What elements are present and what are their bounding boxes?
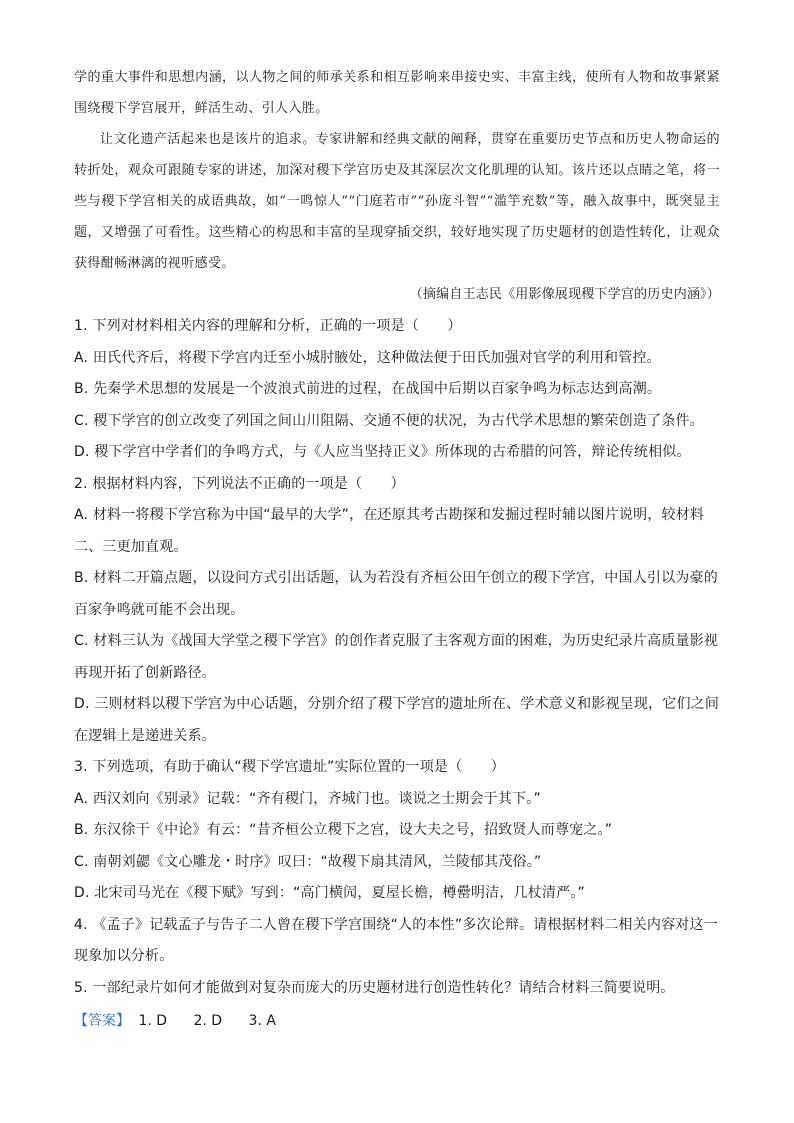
question-1-option-c: C. 稷下学宫的创立改变了列国之间山川阻隔、交通不便的状况，为古代学术思想的繁荣创造了条件。 [74,412,704,429]
question-3 [74,752,720,910]
answer-item-1: 1. D [138,1013,168,1029]
passage-paragraph-1: 学的重大事件和思想内涵，以人物之间的师承关系和相互影响来串接史实、丰富主线，使所有人物和故事紧紧围绕稷下学宫展开，鲜活生动、引人入胜。 [74,70,720,116]
question-4-line2: 现象加以分析。 [74,948,174,964]
question-4-line1: 4. 《孟子》记载孟子与告子二人曾在稷下学宫围绕“人的本性”多次论辩。请根据材料二相关内容对这一 [74,916,718,933]
reading-passage [74,62,720,310]
answer-label: 【答案】 [74,1013,130,1029]
question-3-stem: 3. 下列选项，有助于确认“稷下学宫遗址”实际位置的一项是（ ） [74,759,505,775]
questions-section [74,311,720,1004]
question-1-option-a: A. 田氏代齐后，将稷下学宫内迁至小城肘腋处，这种做法便于田氏加强对官学的利用和管控。 [74,349,661,366]
passage-paragraph-2: 让文化遗产活起来也是该片的追求。专家讲解和经典文献的阐释，贯穿在重要历史节点和历史人物命运的转折处，观众可跟随专家的讲述，加深对稷下学宫历史及其深层次文化肌理的认知。该片还以点睛之笔，将一些与稷下学宫相关的成语典故，如“一鸣惊人”“门庭若市”“孙庞斗智”“滥竽充数”等，融入故事中，既突显主题，又增强了可看性。这些精心的构思和丰富的呈现穿插交织，较好地实现了历史题材的创造性转化，让观众获得酣畅淋漓的视听感受。 [74,132,720,271]
question-2 [74,469,720,753]
question-2-option-c-line1: C. 材料三认为《战国大学堂之稷下学宫》的创作者克服了主客观方面的困难，为历史纪录片高质量影视 [74,633,719,649]
question-2-option-b-line2: 百家争鸣就可能不会出现。 [74,601,245,618]
answer-key [74,1006,720,1038]
question-3-option-a: A. 西汉刘向《别录》记载：“齐有稷门，齐城门也。谈说之士期会于其下。” [74,790,541,807]
answer-item-3: 3. A [248,1013,276,1029]
question-2-option-d-line2: 在逻辑上是递进关系。 [74,727,216,744]
question-2-stem: 2. 根据材料内容，下列说法不正确的一项是（ ） [74,475,405,492]
question-2-option-d-line1: D. 三则材料以稷下学宫为中心话题，分别介绍了稷下学宫的遗址所在、学术意义和影视呈现，它们之间 [74,696,720,712]
document-page [74,62,720,1038]
question-3-option-b: B. 东汉徐干《中论》有云：“昔齐桓公立稷下之宫，设大夫之号，招致贤人而尊宠之。” [74,822,613,838]
question-2-option-b-line1: B. 材料二开篇点题，以设问方式引出话题，认为若没有齐桓公田午创立的稷下学宫，中国人引以为豪的 [74,570,718,586]
question-2-option-a-line1: A. 材料一将稷下学宫称为中国“最早的大学”，在还原其考古勘探和发掘过程时辅以图片说明，较材料 [74,507,705,523]
question-4 [74,910,720,973]
question-3-option-c: C. 南朝刘勰《文心雕龙・时序》叹曰：“故稷下扇其清风，兰陵郁其茂俗。” [74,853,542,870]
question-1 [74,311,720,469]
passage-source-citation: （摘编自王志民《用影像展现稷下学宫的历史内涵》） [409,287,720,302]
question-5 [74,973,720,1005]
question-1-option-d: D. 稷下学宫中学者们的争鸣方式，与《人应当坚持正义》所体现的古希腊的问答，辩论传统相似。 [74,444,691,460]
question-3-option-d: D. 北宋司马光在《稷下赋》写到：“高门横闶，夏屋长檐，樽罍明洁，几杖清严。” [74,885,585,901]
question-1-option-b: B. 先秦学术思想的发展是一个波浪式前进的过程，在战国中后期以百家争鸣为标志达到高潮。 [74,381,662,397]
question-2-option-a-line2: 二、三更加直观。 [74,538,188,555]
question-1-stem: 1. 下列对材料相关内容的理解和分析，正确的一项是（ ） [74,318,462,334]
question-5-line1: 5. 一部纪录片如何才能做到对复杂而庞大的历史题材进行创造性转化？请结合材料三简要说明。 [74,979,675,996]
answer-item-2: 2. D [193,1013,223,1029]
question-2-option-c-line2: 再现开拓了创新路径。 [74,664,216,681]
